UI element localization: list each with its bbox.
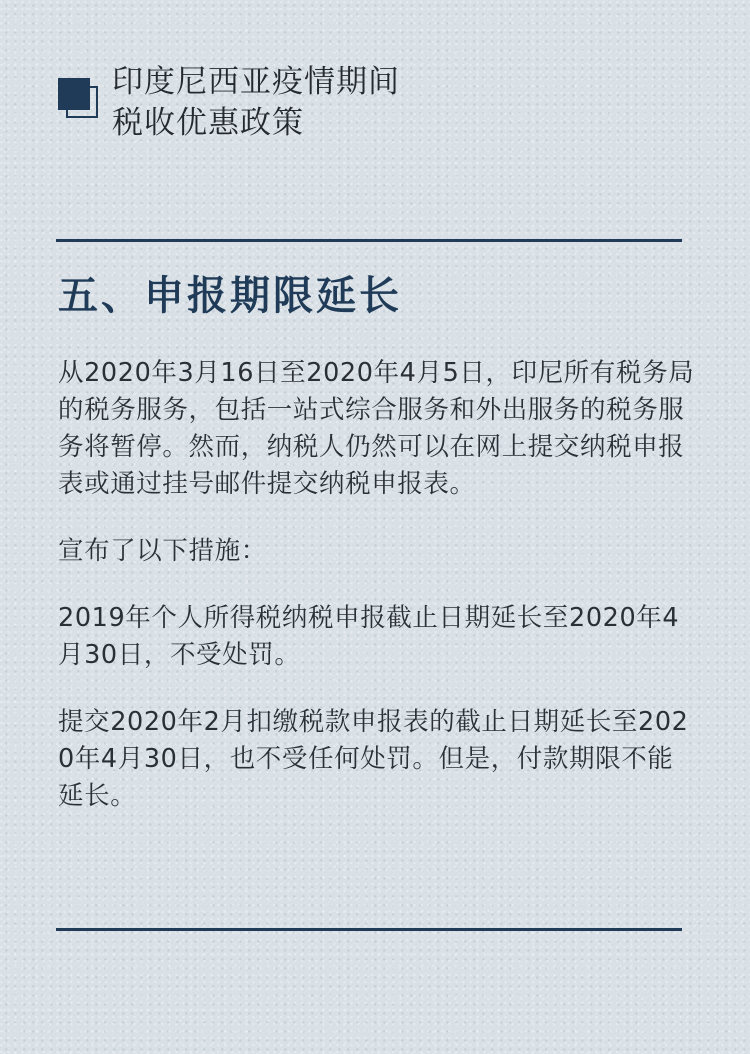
page-title-line-2: 税收优惠政策 <box>112 105 304 141</box>
content-body <box>58 355 698 845</box>
square-fill-shape <box>58 78 90 110</box>
square-bullet-icon <box>58 78 104 124</box>
page-title <box>112 62 400 144</box>
paragraph-intro: 从2020年3月16日至2020年4月5日，印尼所有税务局的税务服务，包括一站式综合服务和外出服务的税务服务将暂停。然而，纳税人仍然可以在网上提交纳税申报表或通过挂号邮件提交纳税申报表。 <box>58 358 695 499</box>
top-divider <box>56 239 682 242</box>
bottom-divider <box>56 928 682 931</box>
page-title-line-1: 印度尼西亚疫情期间 <box>112 64 400 100</box>
paragraph-measure-1: 2019年个人所得税纳税申报截止日期延长至2020年4月30日，不受处罚。 <box>58 603 680 670</box>
paragraph-measure-2: 提交2020年2月扣缴税款申报表的截止日期延长至2020年4月30日，也不受任何处罚。但是，付款期限不能延长。 <box>58 707 689 811</box>
section-heading: 五、申报期限延长 <box>58 273 402 319</box>
header <box>58 62 698 152</box>
paragraph-measures-lead: 宣布了以下措施： <box>58 536 267 566</box>
